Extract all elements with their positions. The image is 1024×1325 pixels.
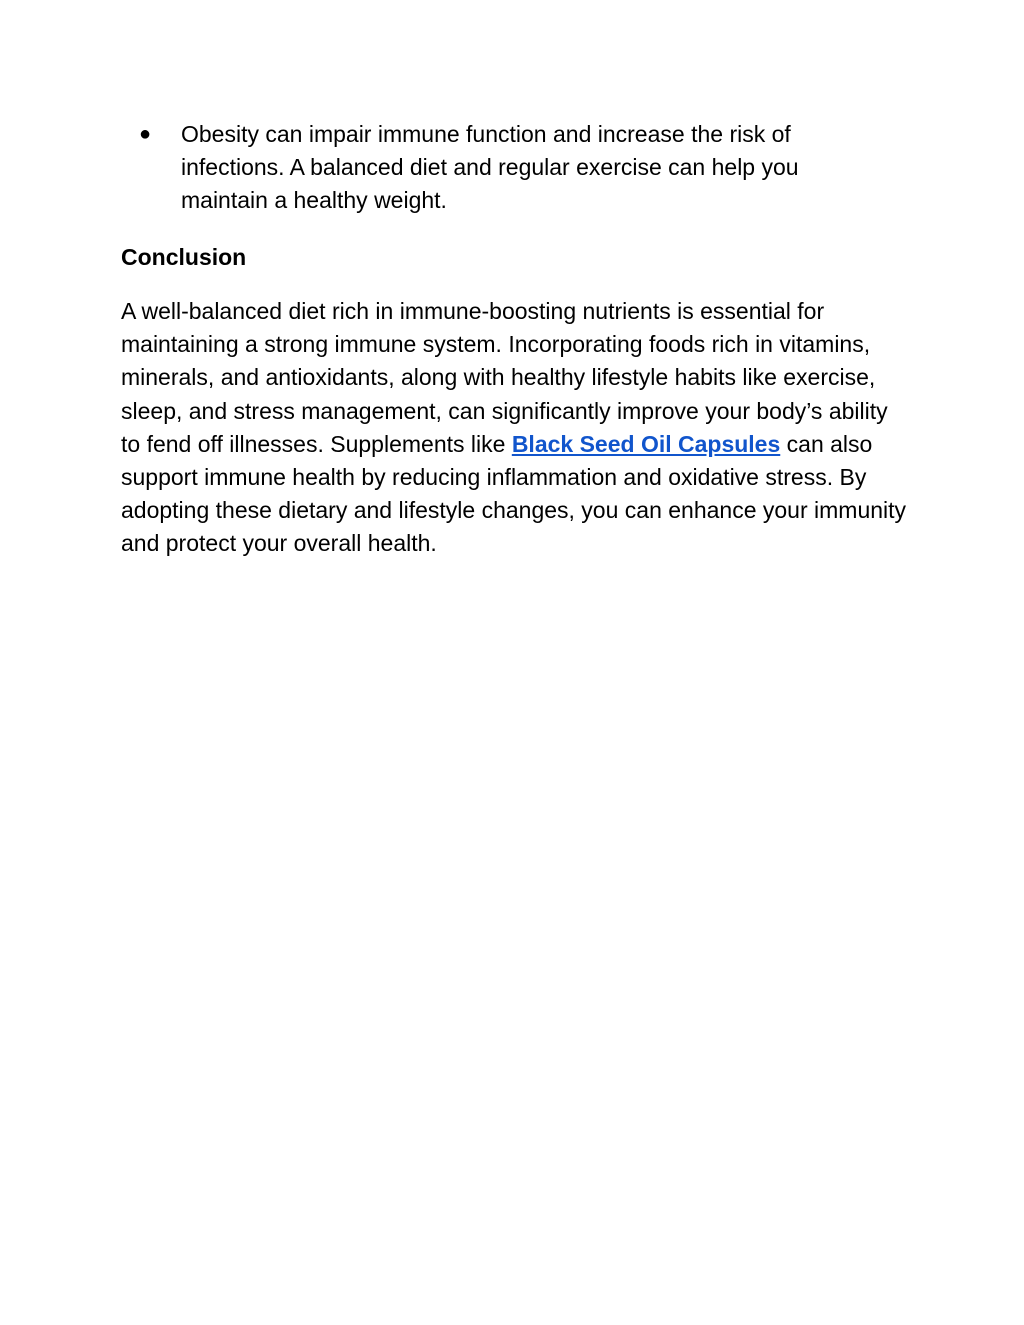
paragraph-text-before-link: A well-balanced diet rich in immune-boosting nutrients is essential for maintaining a strong immune system. Incorporating foods rich in vitamins, minerals, and antioxidants, along with healthy lifestyle habits like exercise, sleep, and stress management, can significantly improve your body’s ability to fend off illnesses. Supplements like [121,298,888,457]
bullet-list [121,118,911,217]
conclusion-heading: Conclusion [121,244,247,270]
paragraph-text-after-link: can also support immune health by reducing inflammation and oxidative stress. By adopting these dietary and lifestyle changes, you can enhance your immunity and protect your overall health. [121,430,907,557]
black-seed-oil-capsules-link[interactable]: Black Seed Oil Capsules [511,430,781,457]
bullet-text: Obesity can impair immune function and increase the risk of infections. A balanced diet and regular exercise can help you maintain a healthy weight. [181,121,799,213]
bullet-marker-icon: ● [139,123,152,145]
list-item [121,118,911,217]
conclusion-paragraph [121,295,911,561]
